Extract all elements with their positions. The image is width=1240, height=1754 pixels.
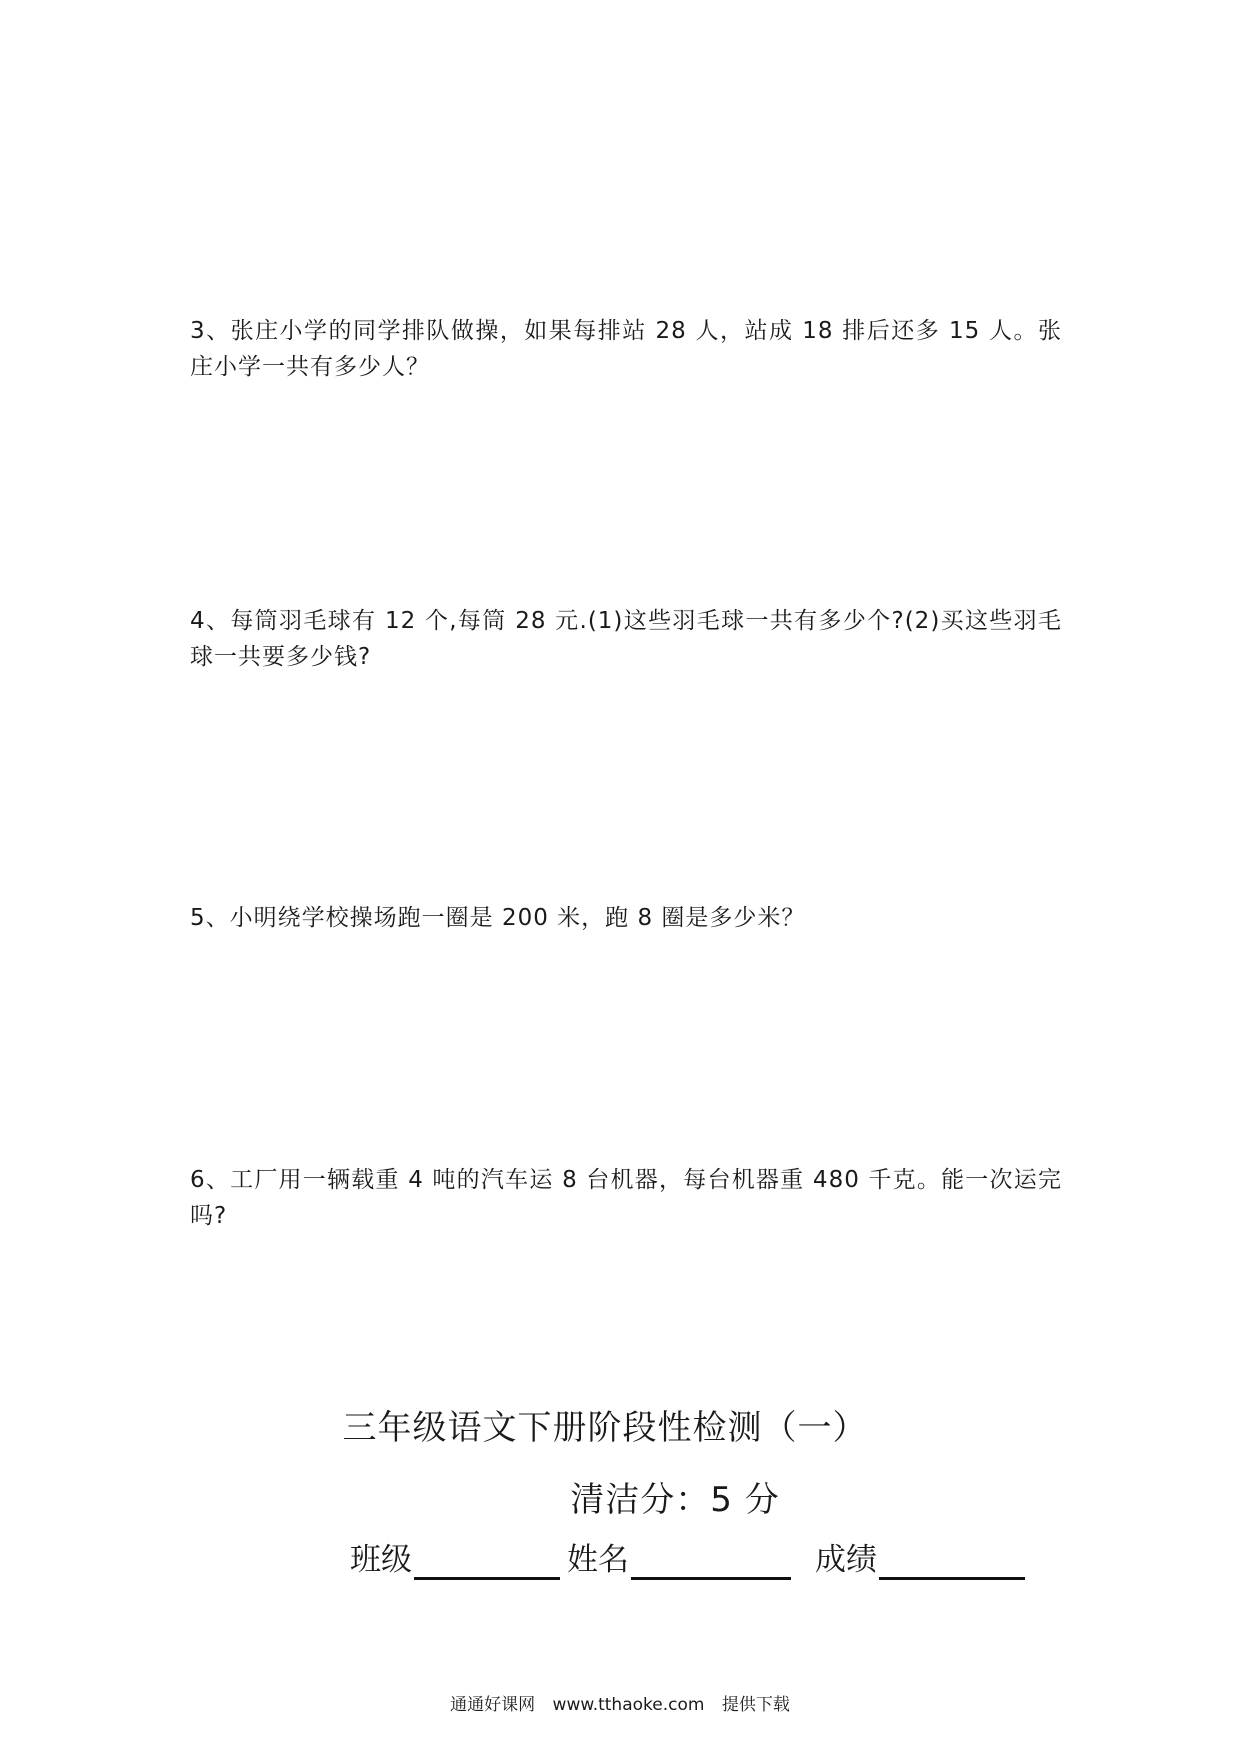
class-blank-line[interactable] <box>414 1545 560 1580</box>
cleanliness-score: 清洁分：5 分 <box>570 1480 780 1520</box>
class-label: 班级 <box>350 1542 412 1578</box>
exam-title: 三年级语文下册阶段性检测（一） <box>342 1408 868 1448</box>
footer-note: 提供下载 <box>721 1695 790 1715</box>
question-3: 3、张庄小学的同学排队做操，如果每排站 28 人，站成 18 排后还多 15 人。张庄小学一共有多少人？ <box>190 318 1062 380</box>
name-field <box>567 1540 791 1580</box>
grade-blank-line[interactable] <box>879 1545 1025 1580</box>
class-field <box>350 1540 560 1580</box>
grade-field <box>815 1540 1025 1580</box>
name-label: 姓名 <box>567 1542 629 1578</box>
question-5: 5、小明绕学校操场跑一圈是 200 米，跑 8 圈是多少米？ <box>190 905 806 931</box>
footer-site-name: 通通好课网 <box>450 1695 536 1715</box>
question-4: 4、每筒羽毛球有 12 个,每筒 28 元.(1)这些羽毛球一共有多少个?(2)买这些羽毛球一共要多少钱? <box>190 608 1062 670</box>
name-blank-line[interactable] <box>631 1545 791 1580</box>
grade-label: 成绩 <box>815 1542 877 1578</box>
footer <box>0 1690 1240 1715</box>
footer-url[interactable]: www.tthaoke.com <box>552 1695 705 1715</box>
question-6: 6、工厂用一辆载重 4 吨的汽车运 8 台机器，每台机器重 480 千克。能一次运完吗? <box>190 1167 1062 1229</box>
